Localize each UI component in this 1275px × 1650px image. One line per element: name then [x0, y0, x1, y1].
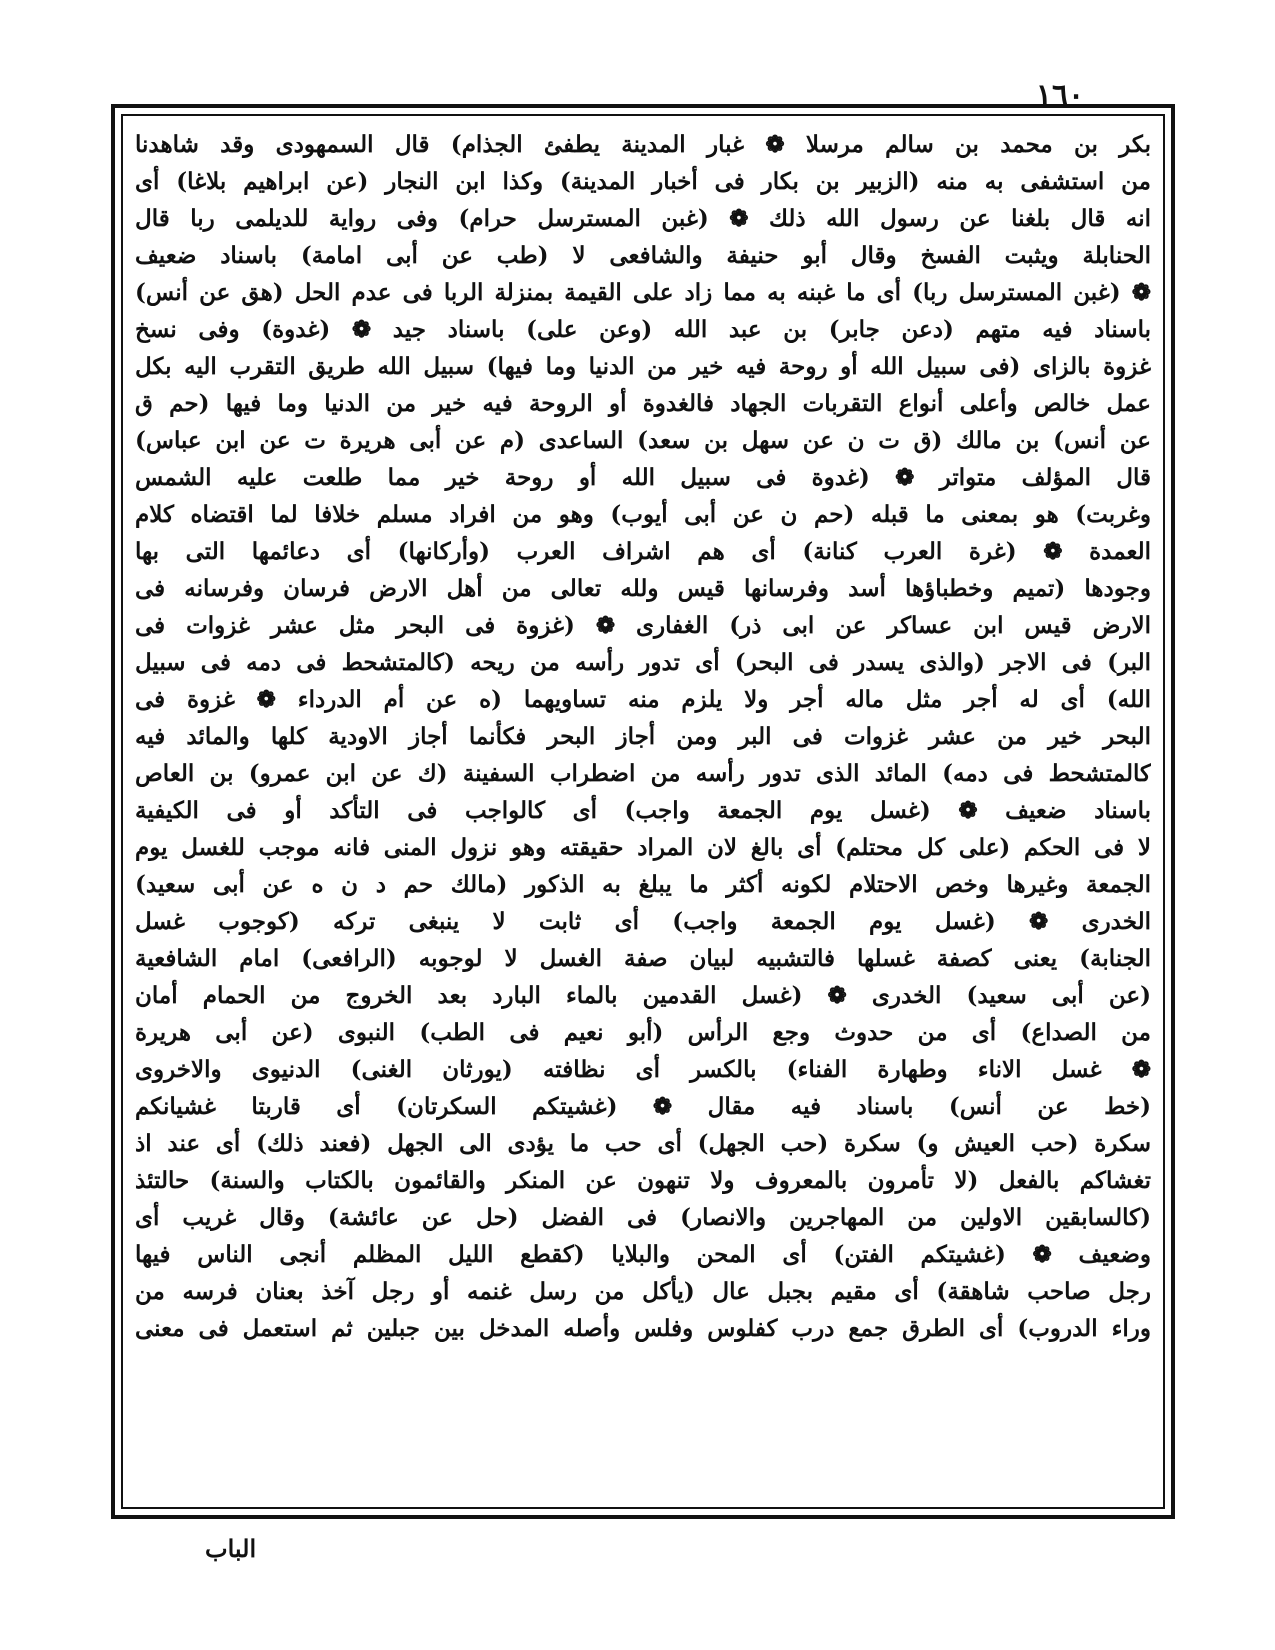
text-line — [135, 1347, 1151, 1384]
text-line: تغشاكم بالفعل (لا تأمرون بالمعروف ولا تنهون عن المنكر والقائمون بالكتاب والسنة) حالتئذ — [135, 1167, 1151, 1194]
text-line: باسناد فيه متهم (دعن جابر) بن عبد الله (وعن على) باسناد جيد ❁ (غدوة) وفى نسخ — [135, 316, 1151, 343]
text-line: البحر خير من عشر غزوات فى البر ومن أجاز البحر فكأنما أجاز الاودية كلها والمائد فيه — [135, 723, 1151, 750]
text-line: الارض قيس ابن عساكر عن ابى ذر) الغفارى ❁ (غزوة فى البحر مثل عشر غزوات فى — [135, 612, 1151, 639]
text-line: عن أنس) بن مالك (ق ت ن عن سهل بن سعد) الساعدى (م عن أبى هريرة ت عن ابن عباس) — [135, 427, 1151, 454]
text-line: (خط عن أنس) باسناد فيه مقال ❁ (غشيتكم السكرتان) أى قاربتا غشيانكم — [135, 1093, 1151, 1120]
catchword: الباب — [205, 1534, 257, 1563]
text-line: باسناد ضعيف ❁ (غسل يوم الجمعة واجب) أى كالواجب فى التأكد أو فى الكيفية — [135, 797, 1151, 824]
text-line — [135, 1384, 1151, 1421]
text-line: (كالسابقين الاولين من المهاجرين والانصار) فى الفضل (حل عن عائشة) وقال غريب أى — [135, 1204, 1151, 1231]
text-block — [135, 126, 1151, 1497]
text-line: انه قال بلغنا عن رسول الله ذلك ❁ (غبن المسترسل حرام) وفى رواية للديلمى ربا قال — [135, 205, 1151, 232]
page-frame — [111, 104, 1175, 1519]
text-line: وراء الدروب) أى الطرق جمع درب كفلوس وفلس وأصله المدخل بين جبلين ثم استعمل فى معنى — [135, 1315, 1151, 1342]
text-line: ❁ غسل الاناء وطهارة الفناء) بالكسر أى نظافته (يورثان الغنى) الدنيوى والاخروى — [135, 1056, 1151, 1083]
text-line: الله) أى له أجر مثل ماله أجر ولا يلزم منه تساويهما (ه عن أم الدرداء ❁ غزوة فى — [135, 686, 1151, 713]
text-line: من الصداع) أى من حدوث وجع الرأس (أبو نعيم فى الطب) النبوى (عن أبى هريرة — [135, 1019, 1151, 1046]
page-number: ١٦٠ — [1035, 78, 1085, 113]
text-line: سكرة (حب العيش و) سكرة (حب الجهل) أى حب ما يؤدى الى الجهل (فعند ذلك) أى عند اذ — [135, 1130, 1151, 1157]
text-line: قال المؤلف متواتر ❁ (غدوة فى سبيل الله أو روحة خير مما طلعت عليه الشمس — [135, 464, 1151, 491]
text-line: بكر بن محمد بن سالم مرسلا ❁ غبار المدينة يطفئ الجذام) قال السمهودى وقد شاهدنا — [135, 131, 1151, 158]
text-line: وضعيف ❁ (غشيتكم الفتن) أى المحن والبلايا (كقطع الليل المظلم أنجى الناس فيها — [135, 1241, 1151, 1268]
text-line — [135, 1421, 1151, 1458]
text-line: وجودها (تميم وخطباؤها أسد وفرسانها قيس ولله تعالى من أهل الارض فرسان وفرسانه فى — [135, 575, 1151, 602]
text-line: رجل صاحب شاهقة) أى مقيم بجبل عال (يأكل من رسل غنمه أو رجل آخذ بعنان فرسه من — [135, 1278, 1151, 1305]
text-line: من استشفى به منه (الزبير بن بكار فى أخبار المدينة) وكذا ابن النجار (عن ابراهيم بلاغا) أى — [135, 168, 1151, 195]
text-line: غزوة بالزاى (فى سبيل الله أو روحة فيه خير من الدنيا وما فيها) سبيل الله طريق التقرب اليه بكل — [135, 353, 1151, 380]
text-line: كالمتشحط فى دمه) المائد الذى تدور رأسه من اضطراب السفينة (ك عن ابن عمرو) بن العاص — [135, 760, 1151, 787]
text-line: (عن أبى سعيد) الخدرى ❁ (غسل القدمين بالماء البارد بعد الخروج من الحمام أمان — [135, 982, 1151, 1009]
text-line: الجنابة) يعنى كصفة غسلها فالتشبيه لبيان صفة الغسل لا لوجوبه (الرافعى) امام الشافعية — [135, 945, 1151, 972]
text-line: عمل خالص وأعلى أنواع التقربات الجهاد فالغدوة أو الروحة فيه خير من الدنيا وما فيها (حم ق — [135, 390, 1151, 417]
text-line: البر) فى الاجر (والذى يسدر فى البحر) أى تدور رأسه من ريحه (كالمتشحط فى دمه فى سبيل — [135, 649, 1151, 676]
text-line: الجمعة وغيرها وخص الاحتلام لكونه أكثر ما يبلغ به الذكور (مالك حم د ن ه عن أبى سعيد) — [135, 871, 1151, 898]
text-line: الحنابلة ويثبت الفسخ وقال أبو حنيفة والشافعى لا (طب عن أبى امامة) باسناد ضعيف — [135, 242, 1151, 269]
text-line: الخدرى ❁ (غسل يوم الجمعة واجب) أى ثابت لا ينبغى تركه (كوجوب غسل — [135, 908, 1151, 935]
text-line: ❁ (غبن المسترسل ربا) أى ما غبنه به مما زاد على القيمة بمنزلة الربا فى عدم الحل (هق عن أنس) — [135, 279, 1151, 306]
text-line: وغربت) هو بمعنى ما قبله (حم ن عن أبى أيوب) وهو من افراد مسلم خلافا لما اقتضاه كلام — [135, 501, 1151, 528]
page-frame-inner-border — [121, 114, 1165, 1509]
text-line: العمدة ❁ (غرة العرب كنانة) أى هم اشراف العرب (وأركانها) أى دعائمها التى بها — [135, 538, 1151, 565]
text-line: لا فى الحكم (على كل محتلم) أى بالغ لان المراد حقيقته وهو نزول المنى فانه موجب للغسل يوم — [135, 834, 1151, 861]
